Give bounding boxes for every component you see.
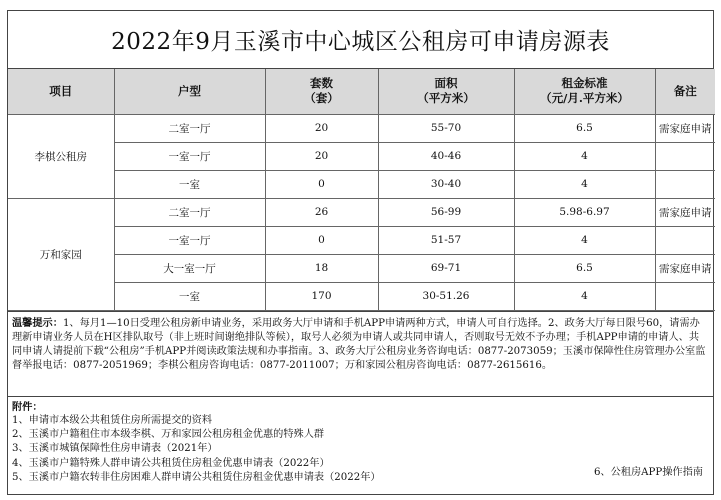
tips-text: 1、每月1—10日受理公租房新申请业务，采用政务大厅申请和手机APP申请两种方式，申请人可自行选择。2、政务大厅每日限号60，请需办理新申请业务人员在H区排队取号（非上班时间谢绝排队等候），取号人必须为申请人或共同申请人，否则取号无效不予办理；手机APP申请的申请人、共同申请人请提前下载“公租房”手机APP并阅读政策法规和办事指南。3、政务大厅公租房业务咨询电话：0877-2073059；玉溪市保障性住房管理办公室监督举报电话：0877-2051969；李棋公租房咨询电话：0877-2011007；万和家园公租房咨询电话：0877-2615616。: [12, 317, 706, 372]
area-cell: 51-57: [378, 226, 514, 254]
header-rent: [514, 69, 655, 114]
rent-cell: 4: [514, 142, 655, 170]
count-cell: 20: [265, 114, 378, 142]
count-cell: 20: [265, 142, 378, 170]
table-row: [8, 282, 715, 310]
unit-type-cell: 二室一厅: [114, 114, 265, 142]
area-cell: 55-70: [378, 114, 514, 142]
header-count-line2: （套）: [304, 91, 339, 106]
header-count-line1: 套数: [310, 76, 333, 91]
project-cell-liqi: 李棋公租房: [8, 114, 114, 198]
note-cell: [655, 142, 715, 170]
note-cell: [655, 170, 715, 198]
attachment-item: 5、玉溪市户籍农转非住房困难人群申请公共租赁住房租金优惠申请表（2022年）: [12, 471, 381, 483]
header-unit-type: 户型: [114, 69, 265, 114]
note-cell: 需家庭申请: [655, 114, 715, 142]
count-cell: 0: [265, 170, 378, 198]
rent-cell: 5.98-6.97: [514, 198, 655, 226]
header-project: 项目: [8, 69, 114, 114]
note-cell: 需家庭申请: [655, 254, 715, 282]
tips-section: [8, 311, 713, 396]
page-title: 2022年9月玉溪市中心城区公租房可申请房源表: [8, 11, 713, 69]
attachments-section: [8, 396, 713, 485]
unit-type-cell: 一室一厅: [114, 142, 265, 170]
count-cell: 26: [265, 198, 378, 226]
header-count: [265, 69, 378, 114]
unit-type-cell: 大一室一厅: [114, 254, 265, 282]
area-cell: 40-46: [378, 142, 514, 170]
housing-sheet: [7, 10, 714, 495]
table-row: [8, 114, 715, 142]
table-row: [8, 142, 715, 170]
unit-type-cell: 一室: [114, 282, 265, 310]
header-area-line1: 面积: [434, 76, 458, 91]
tips-label: 温馨提示：: [12, 316, 63, 329]
attachments-label: 附件：: [12, 400, 43, 413]
header-area: [378, 69, 514, 114]
project-cell-wanhe: 万和家园: [8, 198, 114, 310]
housing-table: [8, 69, 715, 311]
rent-cell: 6.5: [514, 114, 655, 142]
table-row: [8, 170, 715, 198]
note-cell: [655, 282, 715, 310]
attachment-item: 1、申请市本级公共租赁住房所需提交的资料: [12, 414, 213, 426]
header-note: 备注: [655, 69, 715, 114]
rent-cell: 4: [514, 226, 655, 254]
count-cell: 170: [265, 282, 378, 310]
area-cell: 56-99: [378, 198, 514, 226]
rent-cell: 4: [514, 170, 655, 198]
table-row: [8, 254, 715, 282]
unit-type-cell: 一室一厅: [114, 226, 265, 254]
header-rent-line1: 租金标准: [561, 76, 608, 91]
note-cell: [655, 226, 715, 254]
attachment-item: 3、玉溪市城镇保障性住房申请表（2021年）: [12, 443, 218, 455]
rent-cell: 4: [514, 282, 655, 310]
unit-type-cell: 一室: [114, 170, 265, 198]
table-header-row: [8, 69, 715, 114]
header-rent-line2: （元/月.平方米）: [540, 91, 629, 106]
count-cell: 18: [265, 254, 378, 282]
table-row: [8, 198, 715, 226]
note-cell: 需家庭申请: [655, 198, 715, 226]
attachment-item: 4、玉溪市户籍特殊人群申请公共租赁住房租金优惠申请表（2022年）: [12, 457, 330, 469]
area-cell: 30-40: [378, 170, 514, 198]
unit-type-cell: 二室一厅: [114, 198, 265, 226]
header-area-line2: （平方米）: [417, 91, 475, 106]
area-cell: 30-51.26: [378, 282, 514, 310]
rent-cell: 6.5: [514, 254, 655, 282]
area-cell: 69-71: [378, 254, 514, 282]
attachment-item-app-guide: 6、公租房APP操作指南: [593, 467, 703, 479]
table-row: [8, 226, 715, 254]
count-cell: 0: [265, 226, 378, 254]
attachment-item: 2、玉溪市户籍租住市本级李棋、万和家园公租房租金优惠的特殊人群: [12, 429, 325, 441]
